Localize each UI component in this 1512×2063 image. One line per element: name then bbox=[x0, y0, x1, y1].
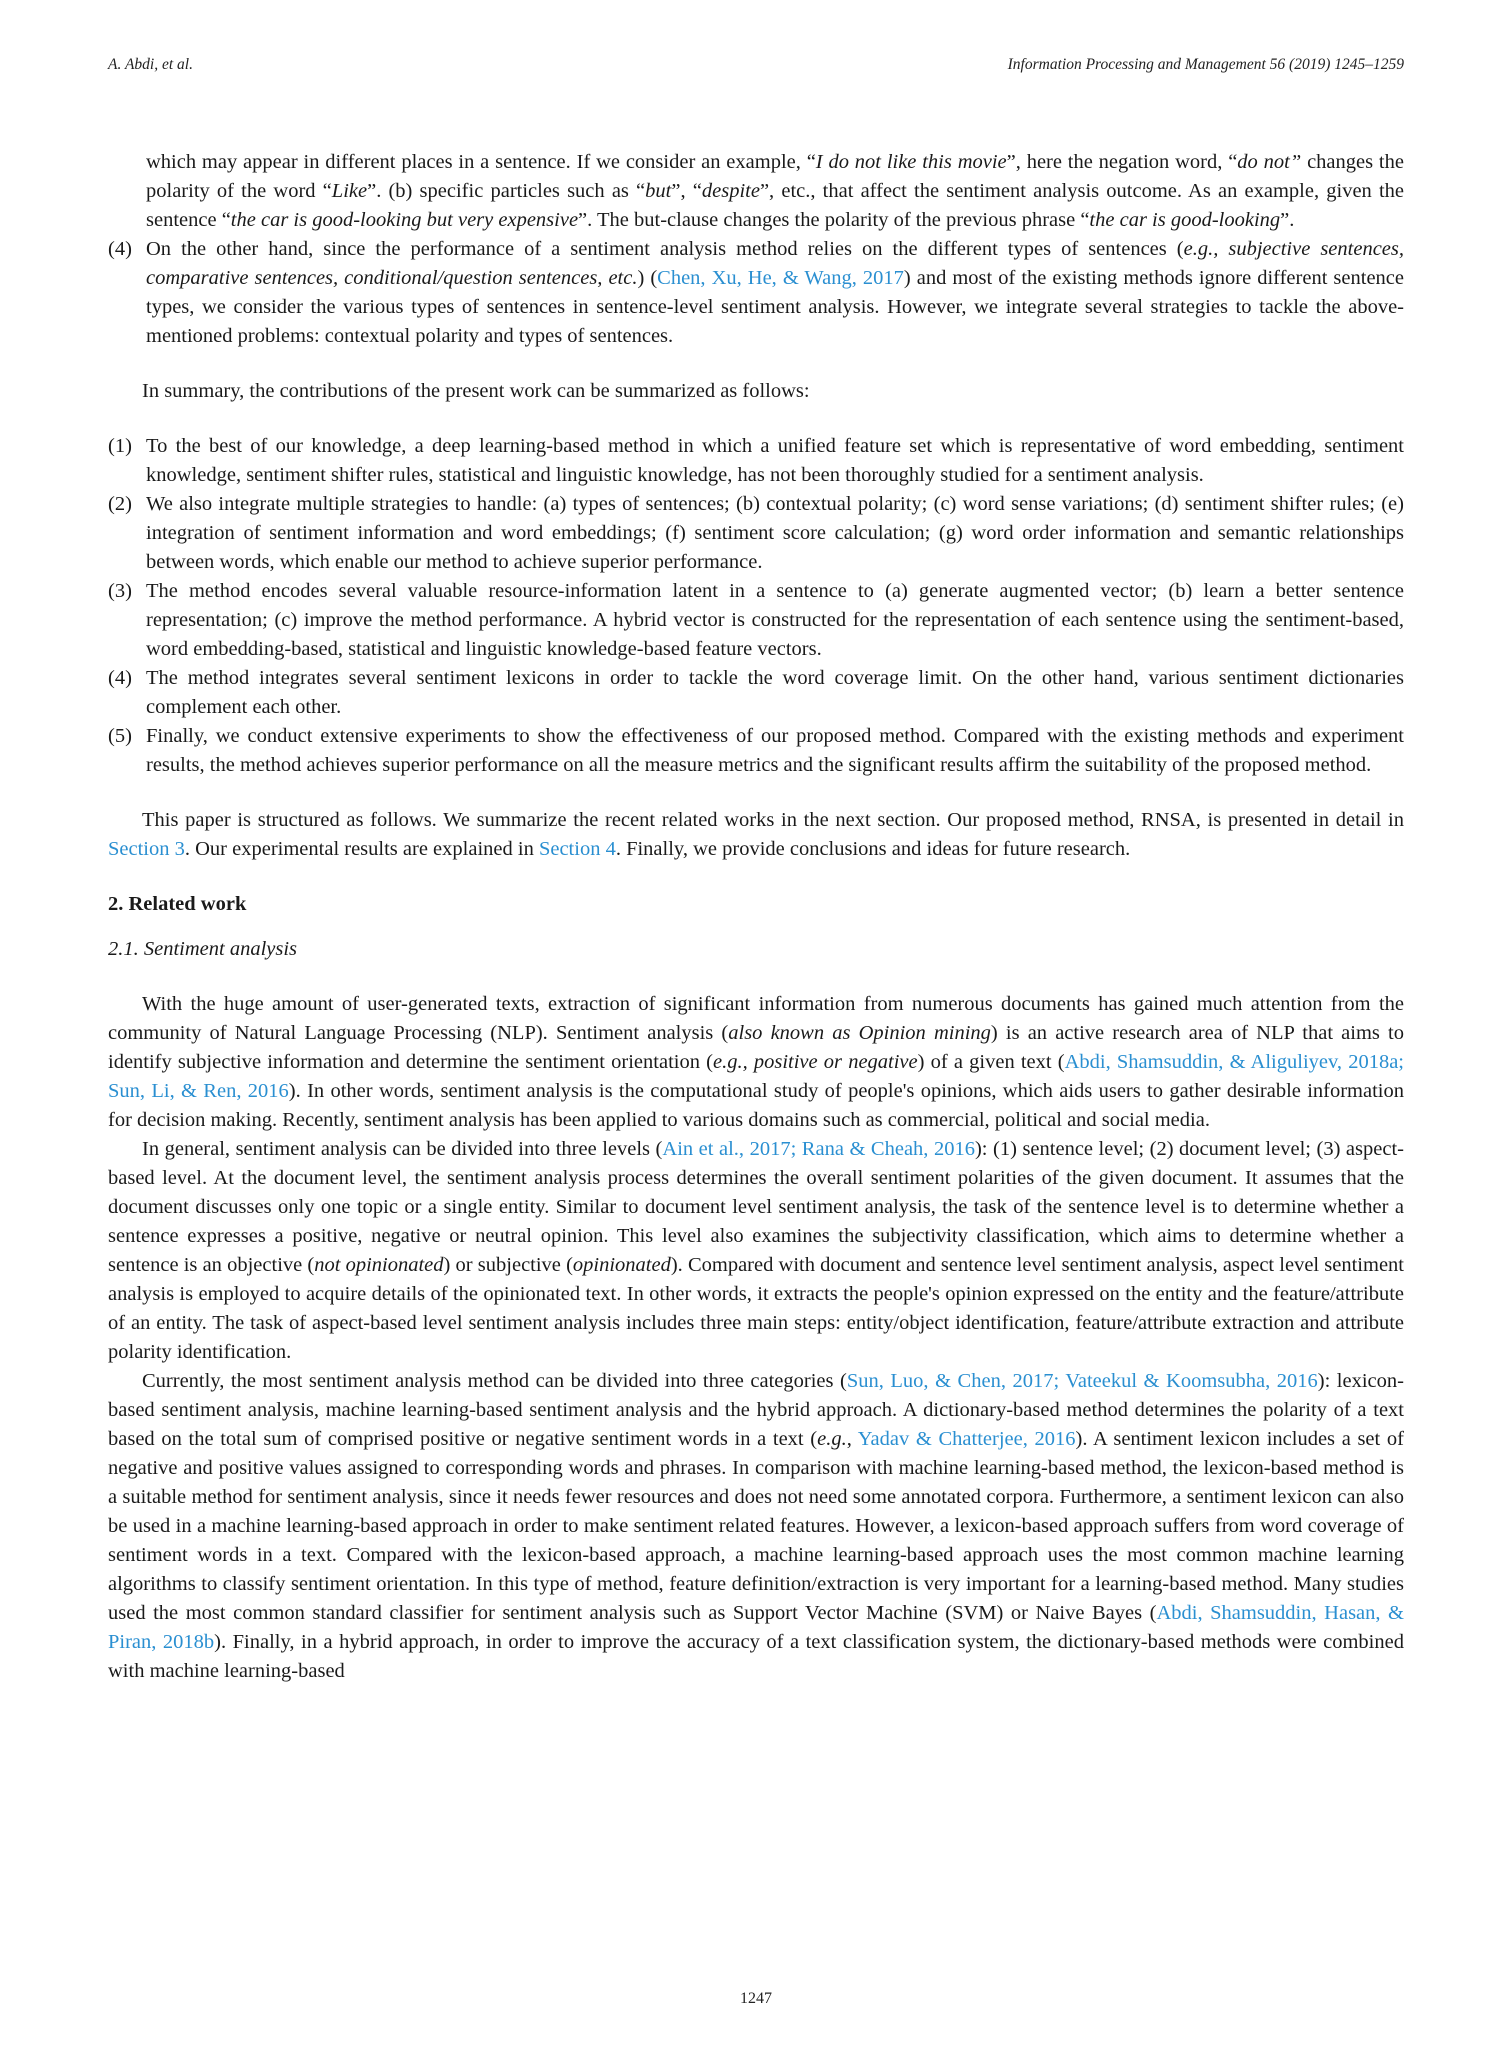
citation-link[interactable]: Ain et al., 2017; Rana & Cheah, 2016 bbox=[662, 1138, 975, 1160]
section-link[interactable]: Section 4 bbox=[538, 838, 616, 860]
list-item: (4) On the other hand, since the performance of a sentiment analysis method relies on the different types of sentences (e.g., subjective sentences, comparative sentences, conditional/question sentences, etc.) (Chen, Xu, He, & Wang, 2017) and most of the existing methods ignore different sentence types, we consider the various types of sentences in sentence-level sentiment analysis. However, we integrate several strategies to tackle the above-mentioned problems: contextual polarity and types of sentences. bbox=[108, 235, 1404, 351]
list-item: (3) The method encodes several valuable resource-information latent in a sentence to (a) generate augmented vector; (b) learn a better sentence representation; (c) improve the method performance. A hybrid vector is constructed for the representation of each sentence using the sentiment-based, word embedding-based, statistical and linguistic knowledge-based feature vectors. bbox=[108, 580, 1404, 660]
citation-link[interactable]: Abdi, Shamsuddin, Hasan, & Piran, 2018b bbox=[108, 1602, 1404, 1653]
list-item: (1) To the best of our knowledge, a deep learning-based method in which a unified feature set which is representative of word embedding, sentiment knowledge, sentiment shifter rules, statistical and linguistic knowledge, has not been thoroughly studied for a sentiment analysis. bbox=[108, 435, 1404, 486]
paragraph: With the huge amount of user-generated texts, extraction of significant information from numerous documents has gained much attention from the community of Natural Language Processing (NLP). Sentiment analysis (also known as Opinion mining) is an active research area of NLP that aims to identify subjective information and determine the sentiment orientation (e.g., positive or negative) of a given text (Abdi, Shamsuddin, & Aliguliyev, 2018a; Sun, Li, & Ren, 2016). In other words, sentiment analysis is the computational study of people's opinions, which aids users to gather desirable information for decision making. Recently, sentiment analysis has been applied to various domains such as commercial, political and social media. bbox=[108, 993, 1404, 1131]
summary-intro: In summary, the contributions of the present work can be summarized as follows: bbox=[142, 380, 810, 402]
structure-paragraph: This paper is structured as follows. We summarize the recent related works in the next section. Our proposed method, RNSA, is presented in detail in Section 3. Our experimental results are explained in Section 4. Finally, we provide conclusions and ideas for future research. bbox=[108, 809, 1404, 860]
list-number: (4) bbox=[108, 238, 132, 260]
list-item-continuation: which may appear in different places in a sentence. If we consider an example, “I do not like this movie”, here the negation word, “do not” changes the polarity of the word “Like”. (b) specific particles such as “but”, “despite”, etc., that affect the sentiment analysis outcome. As an example, given the sentence “the car is good-looking but very expensive”. The but-clause changes the polarity of the previous phrase “the car is good-looking”. bbox=[146, 151, 1405, 231]
citation-link[interactable]: Chen, Xu, He, & Wang, 2017 bbox=[657, 267, 904, 289]
paragraph: In general, sentiment analysis can be divided into three levels (Ain et al., 2017; Rana & Cheah, 2016): (1) sentence level; (2) document level; (3) aspect-based level. At the document level, the sentiment analysis process determines the overall sentiment polarities of the given document. It assumes that the document discusses only one topic or a single entity. Similar to document level sentiment analysis, the task of the sentence level is to determine whether a sentence expresses a positive, negative or neutral opinion. This level also examines the subjectivity classification, which aims to determine whether a sentence is an objective (not opinionated) or subjective (opinionated). Compared with document and sentence level sentiment analysis, aspect level sentiment analysis is employed to acquire details of the opinionated text. In other words, it extracts the people's opinion expressed on the entity and the feature/attribute of an entity. The task of aspect-based level sentiment analysis includes three main steps: entity/object identification, feature/attribute extraction and attribute polarity identification. bbox=[108, 1138, 1404, 1363]
section-heading: 2. Related work bbox=[108, 893, 247, 915]
paragraph: Currently, the most sentiment analysis method can be divided into three categories (Sun, Luo, & Chen, 2017; Vateekul & Koomsubha, 2016): lexicon-based sentiment analysis, machine learning-based sentiment analysis and the hybrid approach. A dictionary-based method determines the polarity of a text based on the total sum of comprised positive or negative sentiment words in a text (e.g., Yadav & Chatterjee, 2016). A sentiment lexicon includes a set of negative and positive values assigned to corresponding words and phrases. In comparison with machine learning-based method, the lexicon-based method is a suitable method for sentiment analysis, since it needs fewer resources and does not need some annotated corpora. Furthermore, a sentiment lexicon can also be used in a machine learning-based approach in order to make sentiment related features. However, a lexicon-based approach suffers from word coverage of sentiment words in a text. Compared with the lexicon-based approach, a machine learning-based approach uses the most common machine learning algorithms to classify sentiment orientation. In this type of method, feature definition/extraction is very important for a learning-based method. Many studies used the most common standard classifier for sentiment analysis such as Support Vector Machine (SVM) or Naive Bayes (Abdi, Shamsuddin, Hasan, & Piran, 2018b). Finally, in a hybrid approach, in order to improve the accuracy of a text classification system, the dictionary-based methods were combined with machine learning-based bbox=[108, 1370, 1404, 1682]
citation-link[interactable]: Sun, Luo, & Chen, 2017; Vateekul & Koomsubha, 2016 bbox=[846, 1370, 1318, 1392]
page-number: 1247 bbox=[740, 1990, 772, 2007]
header-journal: Information Processing and Management 56 (2019) 1245–1259 bbox=[1007, 56, 1404, 73]
citation-link[interactable]: Abdi, Shamsuddin, & Aliguliyev, 2018a; Sun, Li, & Ren, 2016 bbox=[108, 1051, 1404, 1102]
section-link[interactable]: Section 3 bbox=[108, 838, 185, 860]
list-item: (5) Finally, we conduct extensive experiments to show the effectiveness of our proposed method. Compared with the existing methods and experiment results, the method achieves superior performance on all the measure metrics and the significant results affirm the suitability of the proposed method. bbox=[108, 725, 1404, 776]
header-authors: A. Abdi, et al. bbox=[108, 56, 193, 73]
contributions-list bbox=[108, 432, 1404, 780]
list-item: (4) The method integrates several sentiment lexicons in order to tackle the word coverage limit. On the other hand, various sentiment dictionaries complement each other. bbox=[108, 667, 1404, 718]
subsection-heading: 2.1. Sentiment analysis bbox=[108, 938, 298, 960]
citation-link[interactable]: Yadav & Chatterjee, 2016 bbox=[857, 1428, 1076, 1450]
list-item: (2) We also integrate multiple strategies to handle: (a) types of sentences; (b) contextual polarity; (c) word sense variations; (d) sentiment shifter rules; (e) integration of sentiment information and word embeddings; (f) sentiment score calculation; (g) word order information and semantic relationships between words, which enable our method to achieve superior performance. bbox=[108, 493, 1404, 573]
problem-list bbox=[108, 235, 1404, 351]
page-body bbox=[108, 148, 1404, 1686]
